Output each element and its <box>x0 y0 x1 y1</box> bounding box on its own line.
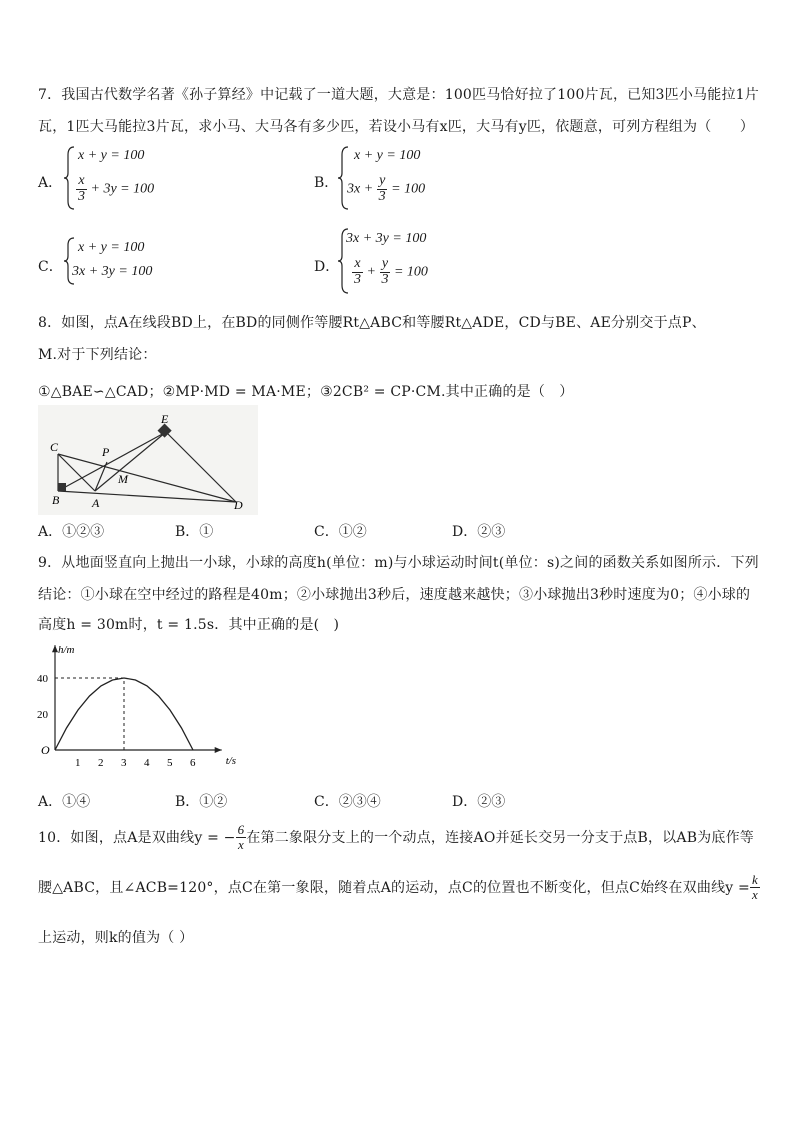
q8-geometry-figure <box>38 405 258 515</box>
x-tick-label-3: 3 <box>121 757 127 769</box>
q7-option-b-fraction: $\frac{y}{3}$ <box>378 173 386 204</box>
q7-option-d-fraction-y: $\frac{y}{3}$ <box>381 256 389 287</box>
q9-text-line1: 9．从地面竖直向上抛出一小球，小球的高度h(单位：m)与小球运动时间t(单位：s)之间的函数关系如图所示．下列 <box>38 555 759 571</box>
q7-option-a-fraction: $\frac{x}{3}$ <box>78 173 85 204</box>
x-tick-label-1: 1 <box>75 757 81 769</box>
q10-fraction-k-over-x: $\frac{k}{x}$ <box>751 872 758 902</box>
q7-option-a-eq2: $\frac{x}{3}$ + 3y = 100 <box>78 173 155 204</box>
q7-option-b-label: B． <box>314 175 339 191</box>
label-point-d: D <box>234 498 243 512</box>
q7-option-b-eq1: x + y = 100 <box>354 148 421 163</box>
q9-option-c: C．②③④ <box>314 794 381 810</box>
q9-text-line3: 高度h = 30m时，t = 1.5s．其中正确的是( ) <box>38 617 340 633</box>
q8-option-c: C．①② <box>314 524 367 540</box>
q8-text-line3: ①△BAE∽△CAD；②MP·MD = MA·ME；③2CB² = CP·CM.其中正确的是（ ） <box>38 384 574 400</box>
q7-text-line1: 7．我国古代数学名著《孙子算经》中记载了一道大题，大意是：100匹马恰好拉了100片瓦，已知3匹小马能拉1片 <box>38 87 759 103</box>
q9-text-line2: 结论：①小球在空中经过的路程是40m；②小球抛出3秒后，速度越来越快；③小球抛出3秒时速度为0；④小球的 <box>38 587 751 603</box>
x-tick-label-4: 4 <box>144 757 150 769</box>
label-point-b: B <box>52 493 60 507</box>
x-tick-label-2: 2 <box>98 757 104 769</box>
q7-option-d-fraction-x: $\frac{x}{3}$ <box>354 256 361 287</box>
q10-text-line3: 上运动，则k的值为（ ） <box>38 930 194 946</box>
q7-option-d-eq2: $\frac{x}{3}$ + $\frac{y}{3}$ = 100 <box>354 256 428 287</box>
label-point-e: E <box>161 412 169 426</box>
q9-option-a: A．①④ <box>38 794 91 810</box>
q7-option-c-label: C． <box>38 259 63 275</box>
q10-text-line2: 腰△ABC，且∠ACB=120°，点C在第一象限，随着点A的运动，点C的位置也不断变化，但点C始终在双曲线y = $\frac{k}{x}$ <box>38 872 758 902</box>
label-point-p: P <box>102 445 110 459</box>
q7-option-c-eq1: x + y = 100 <box>78 240 145 255</box>
q10-fraction-6-over-x: $\frac{6}{x}$ <box>237 822 245 852</box>
label-point-c: C <box>50 440 59 454</box>
q7-text-line2: 瓦，1匹大马能拉3片瓦，求小马、大马各有多少匹，若设小马有x匹，大马有y匹，依题意，可列方程组为（ ） <box>38 119 755 135</box>
q10-text-line1: 10．如图，点A是双曲线y = − $\frac{6}{x}$ 在第二象限分支上的一个动点，连接AO并延长交另一分支于点B，以AB为底作等 <box>38 822 754 852</box>
q9-option-d: D．②③ <box>452 794 506 810</box>
y-tick-label-20: 20 <box>37 709 48 721</box>
q7-option-d-label: D． <box>314 259 340 275</box>
label-point-a: A <box>92 496 100 510</box>
y-tick-label-40: 40 <box>37 673 48 685</box>
q8-option-a: A．①②③ <box>38 524 105 540</box>
q8-text-line1: 8．如图，点A在线段BD上，在BD的同侧作等腰Rt△ABC和等腰Rt△ADE，CD与BE、AE分别交于点P、 <box>38 315 706 331</box>
q7-option-b-eq2: 3x + $\frac{y}{3}$ = 100 <box>347 173 426 204</box>
x-tick-label-5: 5 <box>167 757 173 769</box>
q9-height-time-chart <box>30 640 237 770</box>
q8-option-d: D．②③ <box>452 524 506 540</box>
y-axis-label: h/m <box>58 644 75 657</box>
right-angle-mark-b <box>58 483 66 491</box>
q7-option-a-eq1: x + y = 100 <box>78 148 145 163</box>
q7-option-c-eq2: 3x + 3y = 100 <box>72 264 153 279</box>
x-axis-arrow <box>215 747 222 753</box>
x-tick-label-6: 6 <box>190 757 196 769</box>
q8-text-line2: M.对于下列结论： <box>38 347 157 363</box>
q8-option-b: B．① <box>175 524 214 540</box>
x-axis-label: t/s <box>225 755 237 767</box>
q7-option-a-label: A． <box>38 175 63 191</box>
label-point-m: M <box>118 472 128 486</box>
q7-option-a-brace <box>62 145 76 211</box>
q9-option-b: B．①② <box>175 794 228 810</box>
origin-label: O <box>41 743 50 757</box>
q7-option-d-eq1: 3x + 3y = 100 <box>346 231 427 246</box>
